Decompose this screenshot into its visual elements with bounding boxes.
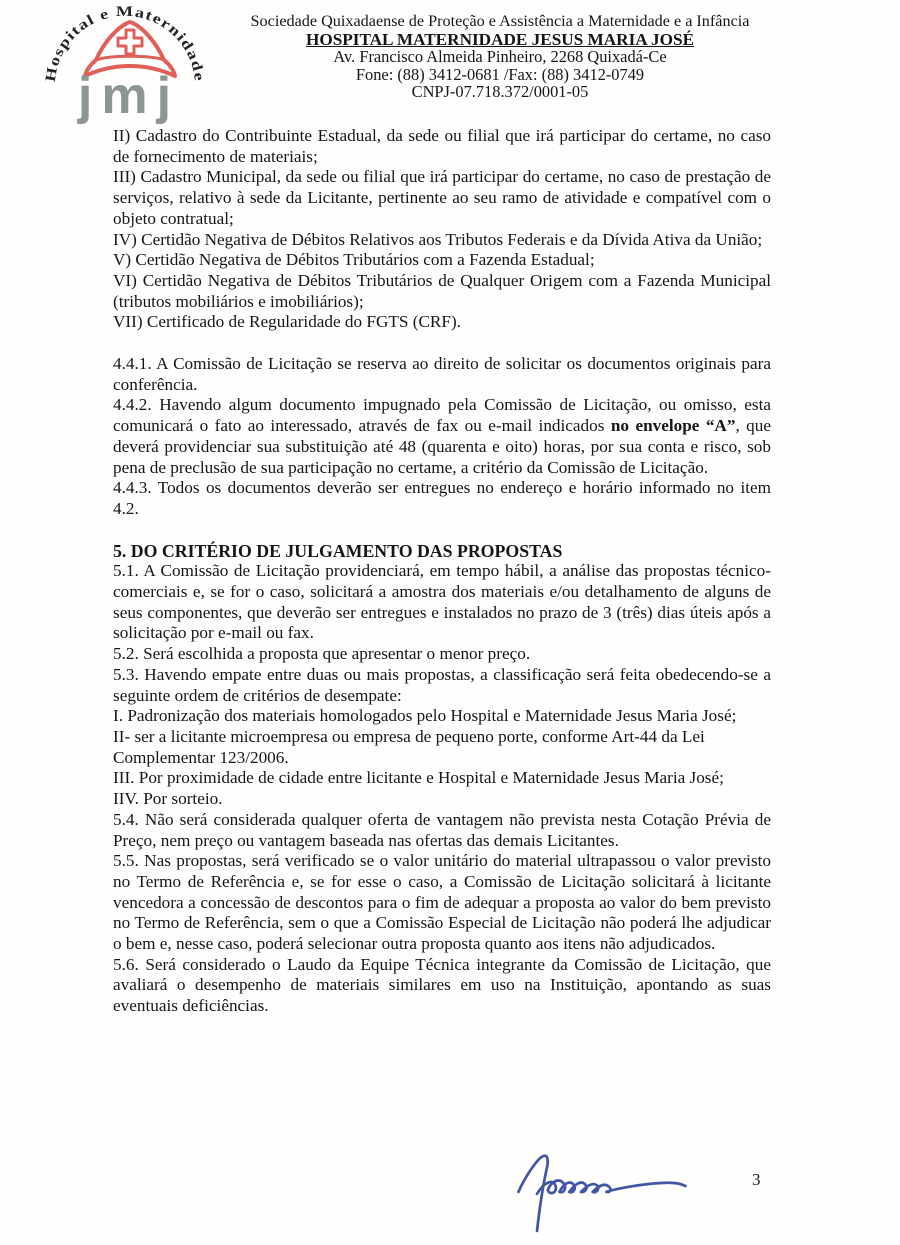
paragraph-criterion-iii: III. Por proximidade de cidade entre licitante e Hospital e Maternidade Jesus Maria José; [113, 768, 724, 788]
signature-handwriting [497, 1138, 702, 1238]
paragraph-item-iii: III) Cadastro Municipal, da sede ou filial que irá participar do certame, no caso de prestação de serviços, relativo à sede da Licitante, pertinente ao seu ramo de atividade e compatível com o objeto contratual; [113, 167, 771, 228]
paragraph-clause-5-6: 5.6. Será considerado o Laudo da Equipe Técnica integrante da Comissão de Licitação, que avaliará o desempenho de materiais similares em uso na Instituição, apontando as suas eventuais deficiências. [113, 954, 771, 1016]
address-line: Av. Francisco Almeida Pinheiro, 2268 Quixadá-Ce [333, 47, 667, 67]
paragraph-criterion-i: I. Padronização dos materiais homologados pelo Hospital e Maternidade Jesus Maria José; [113, 706, 737, 726]
document-body [113, 126, 771, 1017]
paragraph-clause-5-5: 5.5. Nas propostas, será verificado se o valor unitário do material ultrapassou o valor previsto no Termo de Referência e, se for esse o caso, a Comissão de Licitação solicitará à licitante vencedora a concessão de descontos para o fim de adequar a proposta ao valor do bem previsto no Termo de Referência, sem o que a Comissão Especial de Licitação não poderá lhe adjudicar o bem e, nesse caso, poderá selecionar outra proposta quanto aos itens não adjudicados. [113, 851, 771, 954]
hospital-logo [30, 0, 210, 125]
paragraph-item-vi: VI) Certidão Negativa de Débitos Tributários de Qualquer Origem com a Fazenda Municipal (tributos mobiliários e imobiliários); [113, 270, 771, 311]
paragraph-clause-4-4-2: 4.4.2. Havendo algum documento impugnado pela Comissão de Licitação, ou omisso, esta comunicará o fato ao interessado, através de fax ou e-mail indicados no envelope “A”, que deverá providenciar sua substituição até 48 (quarenta e oito) horas, por sua conta e risco, sob pena de preclusão de sua participação no certame, a critério da Comissão de Licitação. [113, 395, 771, 477]
organization-name: Sociedade Quixadaense de Proteção e Assistência a Maternidade e a Infância [250, 12, 750, 30]
paragraph-criterion-ii: II- ser a licitante microempresa ou empresa de pequeno porte, conforme Art-44 da Lei Complementar 123/2006. [113, 726, 705, 767]
paragraph-clause-4-4-1: 4.4.1. A Comissão de Licitação se reserva ao direito de solicitar os documentos originais para conferência. [113, 354, 771, 394]
paragraph-clause-5-1: 5.1. A Comissão de Licitação providenciará, em tempo hábil, a análise das propostas técnico-comerciais e, se for o caso, solicitará a amostra dos materiais e/ou detalhamento de alguns de seus componentes, que deverão ser entregues e instalados no prazo de 3 (três) dias úteis após a solicitação por e-mail ou fax. [113, 561, 771, 643]
paragraph-item-vii: VII) Certificado de Regularidade do FGTS (CRF). [113, 312, 461, 332]
paragraph-clause-5-3: 5.3. Havendo empate entre duas ou mais propostas, a classificação será feita obedecendo-se a seguinte ordem de critérios de desempate: [113, 664, 771, 705]
cnpj-line: CNPJ-07.718.372/0001-05 [411, 82, 589, 102]
paragraph-criterion-iiv: IIV. Por sorteio. [113, 789, 223, 809]
paragraph-clause-4-4-3: 4.4.3. Todos os documentos deverão ser entregues no endereço e horário informado no item 4.2. [113, 478, 771, 518]
paragraph-item-iv: IV) Certidão Negativa de Débitos Relativos aos Tributos Federais e da Dívida Ativa da União; [113, 229, 763, 249]
hospital-name: HOSPITAL MATERNIDADE JESUS MARIA JOSÉ [305, 29, 695, 49]
paragraph-clause-5-2: 5.2. Será escolhida a proposta que apresentar o menor preço. [113, 644, 531, 664]
logo-arc-text: Hospital e Maternidade [42, 3, 207, 83]
page-number: 3 [752, 1170, 761, 1189]
logo-monogram: jmj [77, 67, 181, 125]
paragraph-item-v: V) Certidão Negativa de Débitos Tributários com a Fazenda Estadual; [113, 250, 595, 270]
paragraph-clause-5-4: 5.4. Não será considerada qualquer oferta de vantagem não prevista nesta Cotação Prévia de Preço, nem preço ou vantagem baseada nas ofertas das demais Licitantes. [113, 809, 771, 850]
phone-fax-line: Fone: (88) 3412-0681 /Fax: (88) 3412-0749 [355, 64, 645, 84]
paragraph-gap-gap-2 [113, 520, 771, 541]
letterhead-text [205, 13, 795, 101]
section-heading-heading-5: 5. DO CRITÉRIO DE JULGAMENTO DAS PROPOSTAS [113, 540, 563, 561]
paragraph-item-ii: II) Cadastro do Contribuinte Estadual, da sede ou filial que irá participar do certame, no caso de fornecimento de materiais; [113, 126, 771, 166]
paragraph-gap-gap-1 [113, 333, 771, 354]
hospital-logo-graphic [30, 0, 210, 125]
